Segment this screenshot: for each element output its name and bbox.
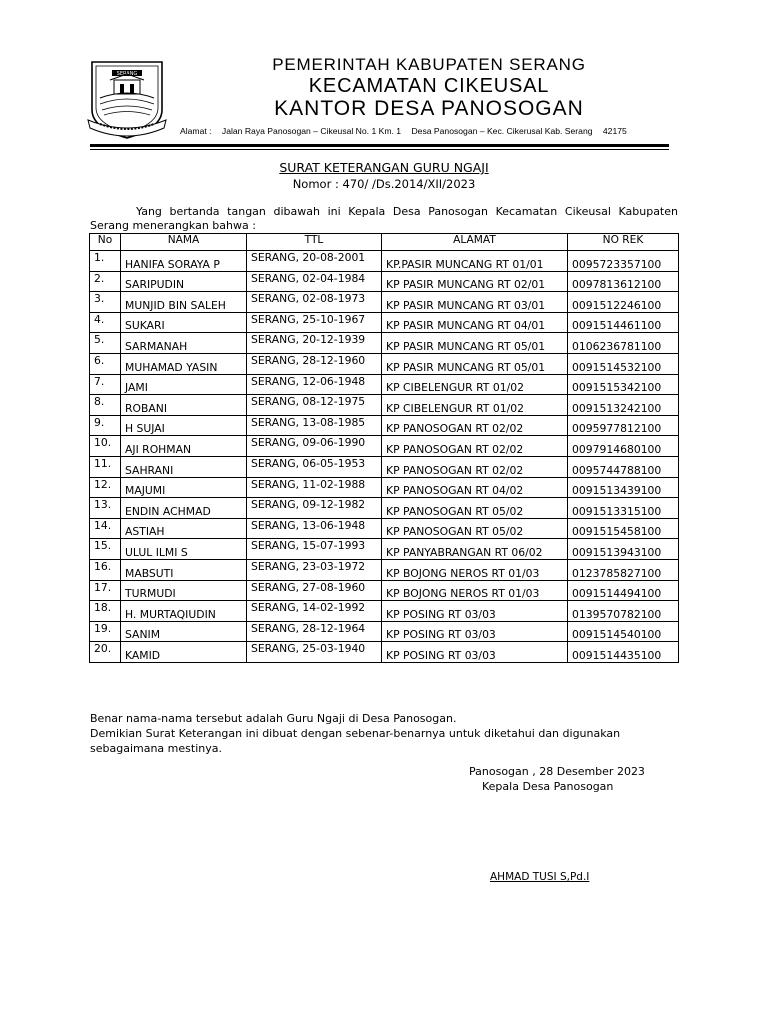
village-office-name: KANTOR DESA PANOSOGAN bbox=[274, 97, 584, 120]
cell-ttl: SERANG, 20-08-2001 bbox=[247, 251, 382, 272]
cell-alamat: KP.PASIR MUNCANG RT 01/01 bbox=[382, 251, 568, 272]
cell-alamat: KP PANOSOGAN RT 05/02 bbox=[382, 518, 568, 539]
table-row bbox=[90, 621, 679, 642]
cell-nama: TURMUDI bbox=[121, 580, 247, 601]
cell-no: 19. bbox=[90, 621, 121, 642]
table-row bbox=[90, 539, 679, 560]
cell-alamat: KP PANOSOGAN RT 02/02 bbox=[382, 436, 568, 457]
cell-no-rek: 0123785827100 bbox=[568, 559, 679, 580]
regency-emblem-logo bbox=[86, 58, 168, 142]
closing-line-2: Demikian Surat Keterangan ini dibuat dengan sebenar-benarnya untuk diketahui dan digunakan sebagaimana mestinya. bbox=[90, 727, 621, 755]
cell-alamat: KP CIBELENGUR RT 01/02 bbox=[382, 374, 568, 395]
cell-nama: H. MURTAQIUDIN bbox=[121, 601, 247, 622]
cell-no: 12. bbox=[90, 477, 121, 498]
header-no: No bbox=[90, 234, 121, 251]
cell-no: 4. bbox=[90, 312, 121, 333]
cell-ttl: SERANG, 25-03-1940 bbox=[247, 642, 382, 663]
header-nama: NAMA bbox=[121, 234, 247, 251]
table-row bbox=[90, 292, 679, 313]
cell-alamat: KP BOJONG NEROS RT 01/03 bbox=[382, 580, 568, 601]
address-label: Alamat : bbox=[180, 126, 212, 136]
table-row bbox=[90, 642, 679, 663]
address-street: Jalan Raya Panosogan – Cikeusal No. 1 Km. 1 bbox=[221, 126, 402, 136]
header-no-rek: NO REK bbox=[568, 234, 679, 251]
cell-alamat: KP PANOSOGAN RT 04/02 bbox=[382, 477, 568, 498]
cell-alamat: KP PASIR MUNCANG RT 02/01 bbox=[382, 271, 568, 292]
table-row bbox=[90, 415, 679, 436]
cell-no-rek: 0091514494100 bbox=[568, 580, 679, 601]
table-row bbox=[90, 580, 679, 601]
closing-paragraph bbox=[90, 711, 680, 756]
cell-alamat: KP PASIR MUNCANG RT 03/01 bbox=[382, 292, 568, 313]
cell-nama: MAJUMI bbox=[121, 477, 247, 498]
cell-alamat: KP POSING RT 03/03 bbox=[382, 621, 568, 642]
table-row bbox=[90, 456, 679, 477]
table-row bbox=[90, 518, 679, 539]
signer-name: AHMAD TUSI S,Pd.I bbox=[490, 871, 590, 883]
government-name: PEMERINTAH KABUPATEN SERANG bbox=[272, 55, 586, 74]
district-name: KECAMATAN CIKEUSAL bbox=[308, 75, 550, 97]
cell-ttl: SERANG, 20-12-1939 bbox=[247, 333, 382, 354]
cell-no: 5. bbox=[90, 333, 121, 354]
header-ttl: TTL bbox=[247, 234, 382, 251]
cell-no-rek: 0097813612100 bbox=[568, 271, 679, 292]
cell-nama: SAHRANI bbox=[121, 456, 247, 477]
cell-ttl: SERANG, 09-12-1982 bbox=[247, 498, 382, 519]
intro-paragraph: Yang bertanda tangan dibawah ini Kepala Desa Panosogan Kecamatan Cikeusal Kabupaten Serang menerangkan bahwa : bbox=[90, 205, 678, 232]
cell-alamat: KP CIBELENGUR RT 01/02 bbox=[382, 395, 568, 416]
office-address bbox=[180, 126, 680, 136]
cell-no-rek: 0091513439100 bbox=[568, 477, 679, 498]
cell-ttl: SERANG, 06-05-1953 bbox=[247, 456, 382, 477]
cell-ttl: SERANG, 27-08-1960 bbox=[247, 580, 382, 601]
cell-no: 14. bbox=[90, 518, 121, 539]
cell-no: 6. bbox=[90, 353, 121, 374]
cell-ttl: SERANG, 12-06-1948 bbox=[247, 374, 382, 395]
table-header-row bbox=[90, 234, 679, 251]
cell-ttl: SERANG, 13-06-1948 bbox=[247, 518, 382, 539]
table-row bbox=[90, 395, 679, 416]
cell-alamat: KP POSING RT 03/03 bbox=[382, 601, 568, 622]
cell-nama: ENDIN ACHMAD bbox=[121, 498, 247, 519]
cell-nama: SANIM bbox=[121, 621, 247, 642]
signer-title: Kepala Desa Panosogan bbox=[482, 780, 614, 793]
letterhead-divider-thin bbox=[90, 149, 669, 150]
cell-no-rek: 0095744788100 bbox=[568, 456, 679, 477]
cell-alamat: KP PASIR MUNCANG RT 04/01 bbox=[382, 312, 568, 333]
cell-no: 10. bbox=[90, 436, 121, 457]
cell-nama: AJI ROHMAN bbox=[121, 436, 247, 457]
cell-no: 8. bbox=[90, 395, 121, 416]
cell-alamat: KP POSING RT 03/03 bbox=[382, 642, 568, 663]
cell-no-rek: 0106236781100 bbox=[568, 333, 679, 354]
cell-alamat: KP PANOSOGAN RT 02/02 bbox=[382, 456, 568, 477]
letterhead-title-block bbox=[190, 54, 668, 121]
cell-alamat: KP PASIR MUNCANG RT 05/01 bbox=[382, 353, 568, 374]
cell-no-rek: 0095723357100 bbox=[568, 251, 679, 272]
cell-nama: SUKARI bbox=[121, 312, 247, 333]
place-and-date: Panosogan , 28 Desember 2023 bbox=[469, 765, 645, 778]
header-alamat: ALAMAT bbox=[382, 234, 568, 251]
cell-no: 16. bbox=[90, 559, 121, 580]
cell-alamat: KP BOJONG NEROS RT 01/03 bbox=[382, 559, 568, 580]
cell-alamat: KP PANOSOGAN RT 05/02 bbox=[382, 498, 568, 519]
cell-ttl: SERANG, 23-03-1972 bbox=[247, 559, 382, 580]
document-number: Nomor : 470/ /Ds.2014/XII/2023 bbox=[292, 177, 476, 191]
cell-nama: MABSUTI bbox=[121, 559, 247, 580]
cell-nama: ROBANI bbox=[121, 395, 247, 416]
cell-ttl: SERANG, 02-04-1984 bbox=[247, 271, 382, 292]
table-row bbox=[90, 559, 679, 580]
table-row bbox=[90, 477, 679, 498]
table-row bbox=[90, 333, 679, 354]
table-row bbox=[90, 251, 679, 272]
cell-no: 2. bbox=[90, 271, 121, 292]
cell-no-rek: 0091514540100 bbox=[568, 621, 679, 642]
cell-alamat: KP PANYABRANGAN RT 06/02 bbox=[382, 539, 568, 560]
table-row bbox=[90, 312, 679, 333]
cell-nama: H SUJAI bbox=[121, 415, 247, 436]
cell-no-rek: 0091512246100 bbox=[568, 292, 679, 313]
document-title: SURAT KETERANGAN GURU NGAJI bbox=[279, 160, 489, 175]
teacher-table bbox=[89, 233, 679, 663]
table-row bbox=[90, 436, 679, 457]
cell-nama: JAMI bbox=[121, 374, 247, 395]
letterhead-divider-thick bbox=[90, 144, 669, 147]
cell-ttl: SERANG, 13-08-1985 bbox=[247, 415, 382, 436]
cell-nama: ULUL ILMI S bbox=[121, 539, 247, 560]
cell-ttl: SERANG, 09-06-1990 bbox=[247, 436, 382, 457]
table-body bbox=[90, 251, 679, 663]
cell-no: 3. bbox=[90, 292, 121, 313]
cell-nama: MUNJID BIN SALEH bbox=[121, 292, 247, 313]
cell-nama: HANIFA SORAYA P bbox=[121, 251, 247, 272]
cell-no: 17. bbox=[90, 580, 121, 601]
cell-no-rek: 0091514532100 bbox=[568, 353, 679, 374]
table-row bbox=[90, 498, 679, 519]
cell-no-rek: 0097914680100 bbox=[568, 436, 679, 457]
cell-ttl: SERANG, 02-08-1973 bbox=[247, 292, 382, 313]
cell-nama: KAMID bbox=[121, 642, 247, 663]
cell-alamat: KP PASIR MUNCANG RT 05/01 bbox=[382, 333, 568, 354]
cell-ttl: SERANG, 08-12-1975 bbox=[247, 395, 382, 416]
cell-no-rek: 0091514435100 bbox=[568, 642, 679, 663]
table-row bbox=[90, 271, 679, 292]
cell-no-rek: 0091514461100 bbox=[568, 312, 679, 333]
closing-line-1: Benar nama-nama tersebut adalah Guru Ngaji di Desa Panosogan. bbox=[90, 712, 457, 725]
table-row bbox=[90, 601, 679, 622]
cell-nama: SARMANAH bbox=[121, 333, 247, 354]
cell-alamat: KP PANOSOGAN RT 02/02 bbox=[382, 415, 568, 436]
svg-text:SERANG: SERANG bbox=[116, 71, 138, 77]
address-zip: 42175 bbox=[602, 126, 627, 136]
cell-nama: SARIPUDIN bbox=[121, 271, 247, 292]
cell-ttl: SERANG, 11-02-1988 bbox=[247, 477, 382, 498]
cell-ttl: SERANG, 28-12-1964 bbox=[247, 621, 382, 642]
cell-no: 11. bbox=[90, 456, 121, 477]
cell-no-rek: 0091515342100 bbox=[568, 374, 679, 395]
cell-ttl: SERANG, 28-12-1960 bbox=[247, 353, 382, 374]
cell-ttl: SERANG, 14-02-1992 bbox=[247, 601, 382, 622]
table-row bbox=[90, 374, 679, 395]
table-row bbox=[90, 353, 679, 374]
cell-no: 15. bbox=[90, 539, 121, 560]
cell-ttl: SERANG, 15-07-1993 bbox=[247, 539, 382, 560]
cell-no: 9. bbox=[90, 415, 121, 436]
cell-nama: MUHAMAD YASIN bbox=[121, 353, 247, 374]
cell-no-rek: 0139570782100 bbox=[568, 601, 679, 622]
cell-no-rek: 0091513242100 bbox=[568, 395, 679, 416]
cell-no: 1. bbox=[90, 251, 121, 272]
cell-no: 7. bbox=[90, 374, 121, 395]
cell-no: 20. bbox=[90, 642, 121, 663]
cell-no-rek: 0091513315100 bbox=[568, 498, 679, 519]
cell-no-rek: 0091513943100 bbox=[568, 539, 679, 560]
cell-nama: ASTIAH bbox=[121, 518, 247, 539]
cell-ttl: SERANG, 25-10-1967 bbox=[247, 312, 382, 333]
cell-no-rek: 0091515458100 bbox=[568, 518, 679, 539]
cell-no: 18. bbox=[90, 601, 121, 622]
cell-no: 13. bbox=[90, 498, 121, 519]
address-area: Desa Panosogan – Kec. Cikerusal Kab. Serang bbox=[411, 126, 593, 136]
cell-no-rek: 0095977812100 bbox=[568, 415, 679, 436]
